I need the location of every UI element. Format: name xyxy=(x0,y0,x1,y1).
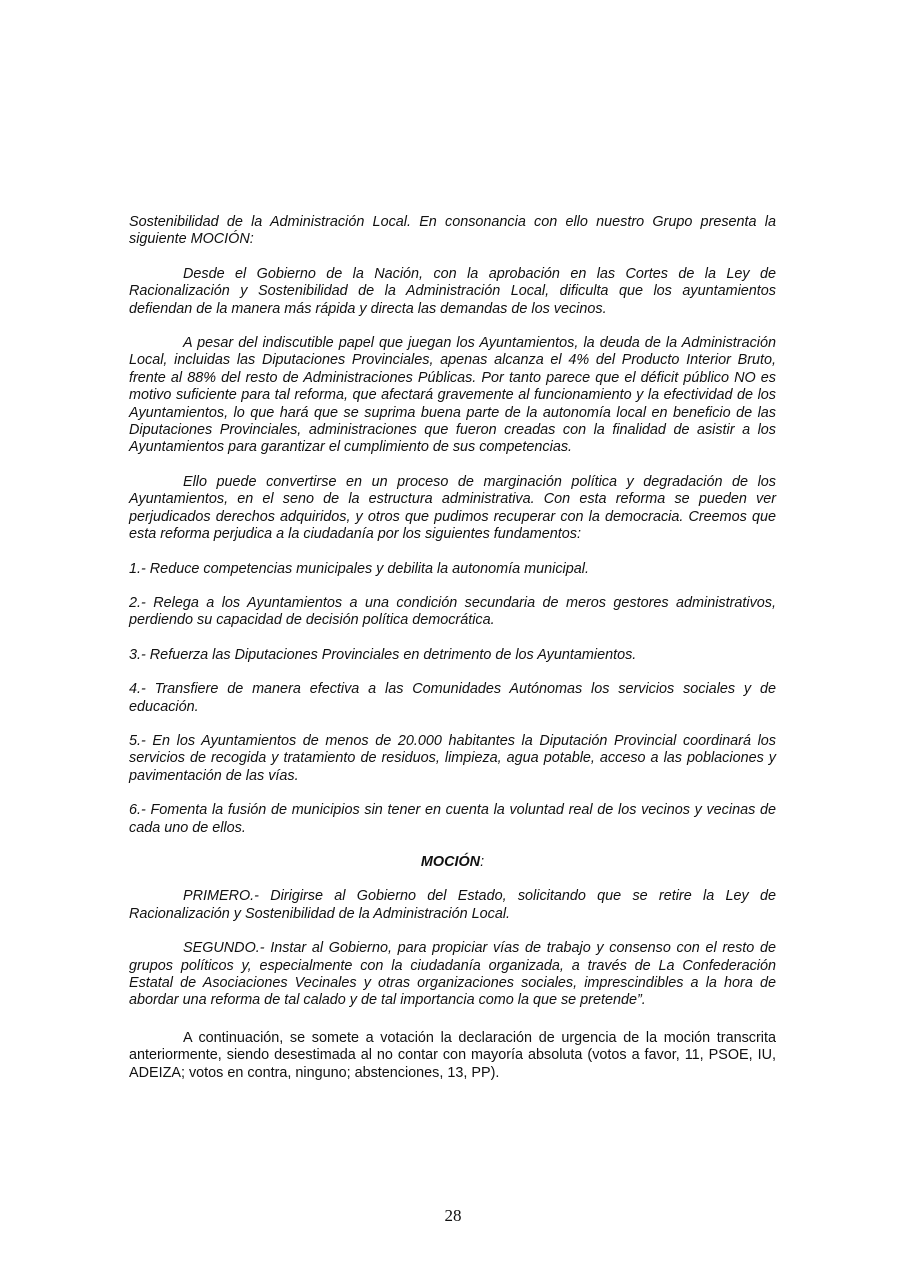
page-number: 28 xyxy=(444,1206,462,1225)
paragraph-deuda: A pesar del indiscutible papel que juegan los Ayuntamientos, la deuda de la Administración Local, incluidas las Diputaciones Provinciales, apenas alcanza el 4% del Producto Interior Bruto, frente al 88% del resto de Administraciones Públicas. Por tanto parece que el déficit público NO es motivo suficiente para tal reforma, que afectará gravemente al funcionamiento y la efectividad de los Ayuntamientos, lo que hará que se suprima buena parte de la autonomía local en beneficio de las Diputaciones Provinciales, administraciones que fueron creadas con la finalidad de asistir a los Ayuntamientos para garantizar el cumplimiento de sus competencias. xyxy=(129,335,776,456)
point-6: 6.- Fomenta la fusión de municipios sin tener en cuenta la voluntad real de los vecinos y vecinas de cada uno de ellos. xyxy=(129,802,776,836)
intro-paragraph: Sostenibilidad de la Administración Local. En consonancia con ello nuestro Grupo presenta la siguiente MOCIÓN: xyxy=(129,214,776,248)
point-5: 5.- En los Ayuntamientos de menos de 20.000 habitantes la Diputación Provincial coordinará los servicios de recogida y tratamiento de residuos, limpieza, agua potable, acceso a las poblaciones y pavimentación de las vías. xyxy=(129,732,776,784)
paragraph-gobierno: Desde el Gobierno de la Nación, con la aprobación en las Cortes de la Ley de Racionalización y Sostenibilidad de la Administración Local, dificulta que los ayuntamientos defiendan de la manera más rápida y directa las demandas de los vecinos. xyxy=(129,265,776,317)
motion-segundo: SEGUNDO.- Instar al Gobierno, para propiciar vías de trabajo y consenso con el resto de grupos políticos y, especialmente con la ciudadanía organizada, a través de La Confederación Estatal de Asociaciones Vecinales y otras organizaciones sociales, imprescindibles a la hora de abordar una reforma de tal calado y de tal importancia como la que se pretende”. xyxy=(129,940,776,1009)
point-4: 4.- Transfiere de manera efectiva a las Comunidades Autónomas los servicios sociales y de educación. xyxy=(129,681,776,715)
vote-paragraph: A continuación, se somete a votación la declaración de urgencia de la moción transcrita anteriormente, siendo desestimada al no contar con mayoría absoluta (votos a favor, 11, PSOE, IU, ADEIZA; votos en contra, ninguno; abstenciones, 13, PP). xyxy=(129,1029,776,1081)
paragraph-marginacion: Ello puede convertirse en un proceso de marginación política y degradación de los Ayuntamientos, en el seno de la estructura administrativa. Con esta reforma se pueden ver perjudicados derechos adquiridos, y otros que pudimos recuperar con la democracia. Creemos que esta reforma perjudica a la ciudadanía por los siguientes fundamentos: xyxy=(129,473,776,543)
point-1: 1.- Reduce competencias municipales y debilita la autonomía municipal. xyxy=(129,560,589,577)
motion-heading xyxy=(129,854,776,871)
motion-heading-colon: : xyxy=(480,853,485,870)
point-2: 2.- Relega a los Ayuntamientos a una condición secundaria de meros gestores administrativos, perdiendo su capacidad de decisión política democrática. xyxy=(129,594,776,629)
point-3: 3.- Refuerza las Diputaciones Provinciales en detrimento de los Ayuntamientos. xyxy=(129,646,637,663)
document-body xyxy=(129,214,776,1082)
motion-heading-text: MOCIÓN xyxy=(420,853,481,870)
motion-primero: PRIMERO.- Dirigirse al Gobierno del Estado, solicitando que se retire la Ley de Racionalización y Sostenibilidad de la Administración Local. xyxy=(129,888,776,922)
